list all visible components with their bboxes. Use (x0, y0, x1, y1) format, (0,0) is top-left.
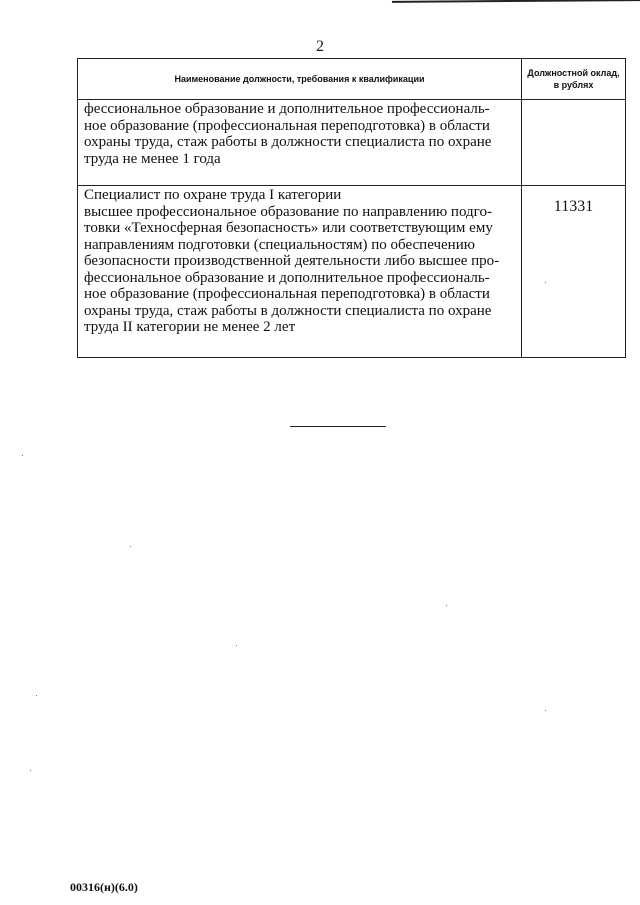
requirement-line: товки «Техносферная безопасность» или соответствующим ему (84, 220, 493, 236)
table-header-row (78, 59, 626, 100)
requirement-line: охраны труда, стаж работы в должности специалиста по охране (84, 302, 492, 319)
requirement-line: охраны труда, стаж работы в должности специалиста по охране (84, 134, 492, 150)
requirement-line: труда не менее 1 года (84, 150, 221, 167)
salary-table (77, 58, 626, 358)
scan-speck (545, 710, 546, 711)
form-code: 00316(н)(6.0) (70, 880, 138, 894)
header-position-requirements: Наименование должности, требования к квалификации (78, 59, 522, 100)
position-title-line: Специалист по охране труда I категории (84, 187, 342, 203)
scan-speck (545, 282, 546, 283)
salary-cell: 11331 (522, 186, 626, 358)
requirement-line: безопасности производственной деятельности либо высшее про- (84, 253, 500, 269)
requirement-line: ное образование (профессиональная переподготовка) в области (84, 286, 490, 302)
scan-speck (130, 546, 131, 547)
requirement-line: труда II категории не менее 2 лет (84, 319, 296, 335)
requirements-cell (78, 186, 522, 358)
scan-top-edge-line (392, 0, 640, 7)
requirement-line: фессиональное образование и дополнительное профессиональ- (84, 269, 490, 286)
header-salary: Должностной оклад, в рублях (522, 59, 626, 100)
closing-rule (290, 426, 386, 427)
scan-speck (236, 645, 237, 646)
salary-cell (522, 100, 626, 186)
table-row (78, 100, 626, 186)
requirement-line: фессиональное образование и дополнительное профессиональ- (84, 101, 490, 117)
scan-speck (36, 695, 37, 696)
requirements-cell (78, 100, 522, 186)
scan-speck (22, 455, 23, 456)
requirement-line: ное образование (профессиональная переподготовка) в области (84, 117, 490, 134)
requirement-line: направлениям подготовки (специальностям) по обеспечению (84, 236, 475, 253)
scan-speck (446, 605, 447, 606)
scan-speck (30, 770, 31, 771)
page-number: 2 (316, 38, 324, 55)
requirement-line: высшее профессиональное образование по направлению подго- (84, 203, 492, 220)
table-row (78, 186, 626, 358)
